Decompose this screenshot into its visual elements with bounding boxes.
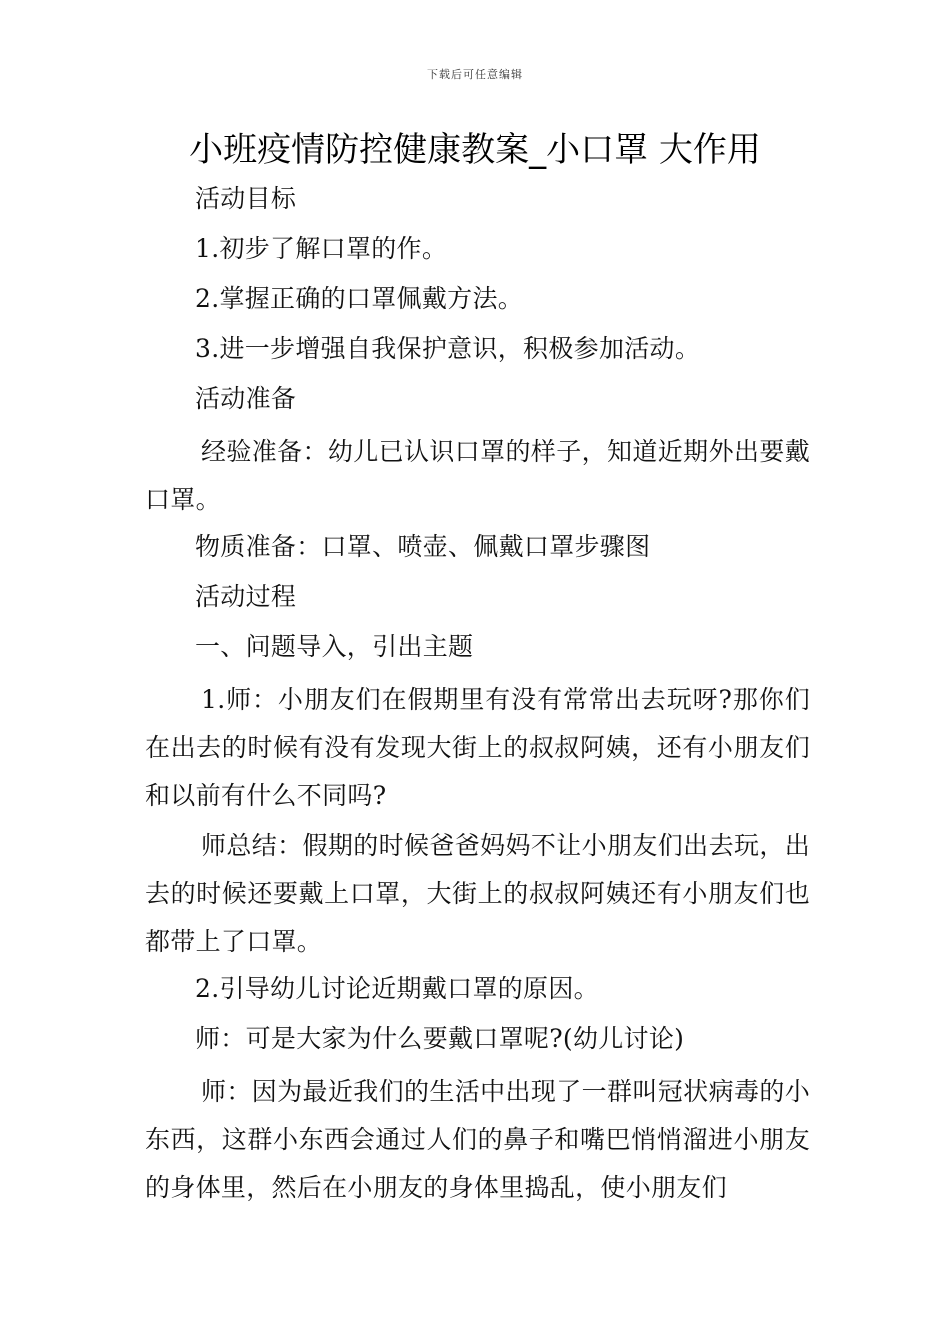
document-body	[145, 178, 810, 1214]
goal-item-1: 1.初步了解口罩的作。	[195, 234, 448, 263]
document-title: 小班疫情防控健康教案_小口罩 大作用	[189, 130, 761, 170]
material-preparation: 物质准备：口罩、喷壶、佩戴口罩步骤图	[195, 532, 651, 561]
section-heading-preparation: 活动准备	[195, 384, 297, 413]
goal-item-3: 3.进一步增强自我保护意识，积极参加活动。	[195, 334, 701, 363]
teacher-summary: 师总结：假期的时候爸爸妈妈不让小朋友们出去玩，出去的时候还要戴上口罩，大街上的叔叔阿姨还有小朋友们也都带上了口罩。	[145, 831, 810, 956]
experience-preparation: 经验准备：幼儿已认识口罩的样子，知道近期外出要戴口罩。	[145, 437, 810, 514]
teacher-discussion-question: 师：可是大家为什么要戴口罩呢?(幼儿讨论)	[195, 1024, 685, 1053]
teacher-question: 1.师：小朋友们在假期里有没有常常出去玩呀?那你们在出去的时候有没有发现大街上的叔叔阿姨，还有小朋友们和以前有什么不同吗?	[145, 685, 810, 810]
header-note: 下载后可任意编辑	[427, 68, 523, 81]
section-heading-goals: 活动目标	[195, 184, 297, 213]
process-step-heading: 一、问题导入，引出主题	[195, 632, 474, 661]
discussion-guide: 2.引导幼儿讨论近期戴口罩的原因。	[195, 974, 599, 1003]
section-heading-process: 活动过程	[195, 582, 297, 611]
teacher-explanation: 师：因为最近我们的生活中出现了一群叫冠状病毒的小东西，这群小东西会通过人们的鼻子和嘴巴悄悄溜进小朋友的身体里，然后在小朋友的身体里捣乱，使小朋友们	[145, 1077, 810, 1202]
goal-item-2: 2.掌握正确的口罩佩戴方法。	[195, 284, 524, 313]
